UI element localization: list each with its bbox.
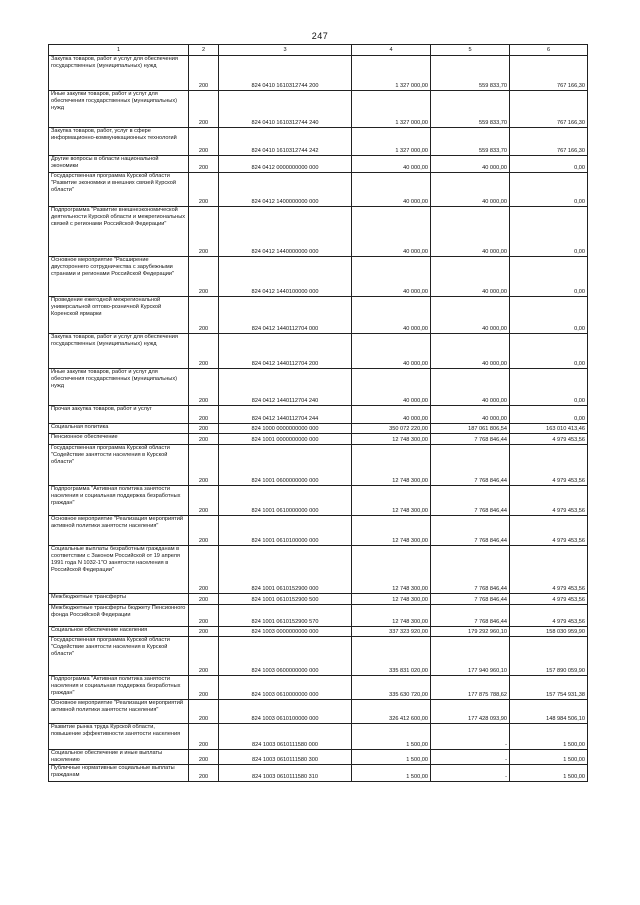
column-header: 6: [510, 45, 588, 56]
row-kcsr-cell: 824 1000 0000000000 000: [219, 424, 352, 434]
row-code-cell: 200: [189, 128, 219, 156]
row-value-cell: 7 768 846,44: [431, 594, 510, 605]
row-value-cell: 40 000,00: [431, 156, 510, 173]
row-code-cell: 200: [189, 369, 219, 406]
row-code-cell: 200: [189, 91, 219, 128]
row-kcsr-cell: 824 1003 0000000000 000: [219, 627, 352, 637]
row-value-cell: 177 940 960,10: [431, 637, 510, 676]
row-kcsr-cell: 824 0412 1440112704 000: [219, 297, 352, 334]
row-kcsr-cell: 824 0410 1610312744 200: [219, 56, 352, 91]
row-name-cell: Проведение ежегодной межрегиональной универсальной оптово-розничной Курской Коренской ярмарки: [49, 297, 189, 334]
row-kcsr-cell: 824 1001 0610152900 500: [219, 594, 352, 605]
row-value-cell: 187 061 806,54: [431, 424, 510, 434]
table-row: [49, 516, 588, 546]
table-row: [49, 91, 588, 128]
row-name-cell: Пенсионное обеспечение: [49, 434, 189, 445]
row-name-cell: Иные закупки товаров, работ и услуг для обеспечения государственных (муниципальных) нужд: [49, 91, 189, 128]
row-value-cell: 157 754 931,38: [510, 676, 588, 700]
table-row: [49, 605, 588, 627]
row-value-cell: -: [431, 724, 510, 750]
row-value-cell: 767 166,30: [510, 128, 588, 156]
row-value-cell: 326 412 600,00: [352, 700, 431, 724]
table-row: [49, 627, 588, 637]
row-code-cell: 200: [189, 594, 219, 605]
table-row: [49, 369, 588, 406]
row-value-cell: 337 323 920,00: [352, 627, 431, 637]
row-value-cell: 1 500,00: [352, 750, 431, 765]
row-code-cell: 200: [189, 207, 219, 257]
row-code-cell: 200: [189, 676, 219, 700]
row-value-cell: 40 000,00: [352, 369, 431, 406]
row-value-cell: 7 768 846,44: [431, 445, 510, 486]
row-value-cell: 0,00: [510, 207, 588, 257]
row-value-cell: 4 979 453,56: [510, 486, 588, 516]
row-name-cell: Социальное обеспечение и иные выплаты населению: [49, 750, 189, 765]
row-value-cell: 40 000,00: [431, 334, 510, 369]
table-row: [49, 445, 588, 486]
row-value-cell: 0,00: [510, 297, 588, 334]
table-row: [49, 156, 588, 173]
row-value-cell: 177 428 093,90: [431, 700, 510, 724]
row-name-cell: Другие вопросы в области национальной экономики: [49, 156, 189, 173]
row-value-cell: 12 748 300,00: [352, 445, 431, 486]
row-value-cell: 40 000,00: [352, 334, 431, 369]
row-value-cell: 40 000,00: [352, 257, 431, 297]
row-name-cell: Межбюджетные трансферты бюджету Пенсионного фонда Российской Федерации: [49, 605, 189, 627]
row-value-cell: 335 630 720,00: [352, 676, 431, 700]
row-value-cell: 1 500,00: [510, 750, 588, 765]
row-value-cell: 559 833,70: [431, 91, 510, 128]
table-row: [49, 56, 588, 91]
table-row: [49, 750, 588, 765]
table-row: [49, 257, 588, 297]
column-header: 3: [219, 45, 352, 56]
row-value-cell: 1 500,00: [352, 724, 431, 750]
row-kcsr-cell: 824 0412 1440100000 000: [219, 257, 352, 297]
row-code-cell: 200: [189, 424, 219, 434]
row-value-cell: 1 327 000,00: [352, 91, 431, 128]
row-value-cell: 1 327 000,00: [352, 128, 431, 156]
row-value-cell: 157 890 059,90: [510, 637, 588, 676]
row-code-cell: 200: [189, 627, 219, 637]
row-value-cell: 12 748 300,00: [352, 516, 431, 546]
row-code-cell: 200: [189, 637, 219, 676]
row-value-cell: 0,00: [510, 257, 588, 297]
row-kcsr-cell: 824 0412 0000000000 000: [219, 156, 352, 173]
table-row: [49, 724, 588, 750]
table-row: [49, 700, 588, 724]
row-value-cell: 335 831 020,00: [352, 637, 431, 676]
row-name-cell: Закупка товаров, работ и услуг для обеспечения государственных (муниципальных) нужд: [49, 334, 189, 369]
page-number: 247: [311, 31, 329, 41]
row-kcsr-cell: 824 1003 0610111580 310: [219, 765, 352, 782]
row-code-cell: 200: [189, 750, 219, 765]
row-name-cell: Закупка товаров, работ, услуг в сфере информационно-коммуникационных технологий: [49, 128, 189, 156]
row-code-cell: 200: [189, 486, 219, 516]
row-value-cell: 4 979 453,56: [510, 434, 588, 445]
row-name-cell: Подпрограмма "Активная политика занятости населения и социальная поддержка безработных граждан": [49, 486, 189, 516]
row-kcsr-cell: 824 1001 0610000000 000: [219, 486, 352, 516]
row-name-cell: Социальная политика: [49, 424, 189, 434]
table-row: [49, 765, 588, 782]
budget-table: [48, 44, 588, 782]
row-code-cell: 200: [189, 445, 219, 486]
row-value-cell: 40 000,00: [352, 297, 431, 334]
row-name-cell: Основное мероприятие "Расширение двустороннего сотрудничества с зарубежными странами и регионами Российской Федерации": [49, 257, 189, 297]
row-value-cell: 559 833,70: [431, 56, 510, 91]
table-row: [49, 676, 588, 700]
row-value-cell: 0,00: [510, 369, 588, 406]
row-value-cell: 12 748 300,00: [352, 434, 431, 445]
row-code-cell: 200: [189, 56, 219, 91]
row-name-cell: Межбюджетные трансферты: [49, 594, 189, 605]
row-kcsr-cell: 824 0412 1440112704 244: [219, 406, 352, 424]
row-name-cell: Социальное обеспечение населения: [49, 627, 189, 637]
row-code-cell: 200: [189, 406, 219, 424]
row-code-cell: 200: [189, 700, 219, 724]
row-value-cell: 40 000,00: [431, 297, 510, 334]
row-name-cell: Основное мероприятие "Реализация мероприятий активной политики занятости населения": [49, 700, 189, 724]
column-header: 5: [431, 45, 510, 56]
row-kcsr-cell: 824 1003 0610111580 300: [219, 750, 352, 765]
table-row: [49, 334, 588, 369]
row-value-cell: 4 979 453,56: [510, 516, 588, 546]
row-code-cell: 200: [189, 297, 219, 334]
row-name-cell: Социальные выплаты безработным гражданам в соответствии с Законом Российской от 19 апреля 1991 года N 1032-1"О занятости населения в Российской Федерации": [49, 546, 189, 594]
row-value-cell: 767 166,30: [510, 56, 588, 91]
row-value-cell: 1 500,00: [510, 765, 588, 782]
row-name-cell: Закупка товаров, работ и услуг для обеспечения государственных (муниципальных) нужд: [49, 56, 189, 91]
row-code-cell: 200: [189, 724, 219, 750]
row-value-cell: 0,00: [510, 334, 588, 369]
row-code-cell: 200: [189, 334, 219, 369]
row-value-cell: 12 748 300,00: [352, 486, 431, 516]
row-code-cell: 200: [189, 257, 219, 297]
row-kcsr-cell: 824 0412 1440112704 200: [219, 334, 352, 369]
row-kcsr-cell: 824 0412 1400000000 000: [219, 173, 352, 207]
row-name-cell: Государственная программа Курской области "Содействие занятости населения в Курской области": [49, 445, 189, 486]
row-value-cell: 177 875 788,62: [431, 676, 510, 700]
row-kcsr-cell: 824 1003 0610000000 000: [219, 676, 352, 700]
table-row: [49, 637, 588, 676]
row-kcsr-cell: 824 1001 0610100000 000: [219, 516, 352, 546]
row-value-cell: 7 768 846,44: [431, 434, 510, 445]
row-code-cell: 200: [189, 156, 219, 173]
row-value-cell: 1 500,00: [510, 724, 588, 750]
table-row: [49, 173, 588, 207]
row-value-cell: 1 327 000,00: [352, 56, 431, 91]
row-code-cell: 200: [189, 516, 219, 546]
row-kcsr-cell: 824 1003 0600000000 000: [219, 637, 352, 676]
row-name-cell: Основное мероприятие "Реализация мероприятий активной политики занятости населения": [49, 516, 189, 546]
table-row: [49, 486, 588, 516]
table-row: [49, 207, 588, 257]
row-value-cell: 40 000,00: [431, 173, 510, 207]
table-row: [49, 424, 588, 434]
row-value-cell: 179 292 960,10: [431, 627, 510, 637]
row-kcsr-cell: 824 0410 1610312744 240: [219, 91, 352, 128]
row-name-cell: Государственная программа Курской области "Содействие занятости населения в Курской области": [49, 637, 189, 676]
row-kcsr-cell: 824 0410 1610312744 242: [219, 128, 352, 156]
row-value-cell: 158 030 959,90: [510, 627, 588, 637]
row-kcsr-cell: 824 1001 0600000000 000: [219, 445, 352, 486]
table-row: [49, 594, 588, 605]
column-header: 2: [189, 45, 219, 56]
row-kcsr-cell: 824 1003 0610111580 000: [219, 724, 352, 750]
row-name-cell: Государственная программа Курской области "Развитие экономики и внешних связей Курской области": [49, 173, 189, 207]
row-value-cell: 559 833,70: [431, 128, 510, 156]
row-value-cell: 40 000,00: [431, 207, 510, 257]
row-name-cell: Развитие рынка труда Курской области, повышение эффективности занятости населения: [49, 724, 189, 750]
row-value-cell: 4 979 453,56: [510, 594, 588, 605]
row-value-cell: 4 979 453,56: [510, 605, 588, 627]
row-value-cell: 0,00: [510, 173, 588, 207]
row-kcsr-cell: 824 0412 1440112704 240: [219, 369, 352, 406]
row-value-cell: -: [431, 750, 510, 765]
table-row: [49, 406, 588, 424]
row-name-cell: Подпрограмма "Активная политика занятости населения и социальная поддержка безработных граждан": [49, 676, 189, 700]
row-code-cell: 200: [189, 546, 219, 594]
row-code-cell: 200: [189, 765, 219, 782]
row-kcsr-cell: 824 1003 0610100000 000: [219, 700, 352, 724]
row-value-cell: 40 000,00: [431, 369, 510, 406]
row-value-cell: 40 000,00: [431, 406, 510, 424]
header-row: [49, 45, 588, 56]
row-value-cell: 1 500,00: [352, 765, 431, 782]
row-value-cell: 12 748 300,00: [352, 546, 431, 594]
row-value-cell: 7 768 846,44: [431, 516, 510, 546]
row-value-cell: 0,00: [510, 156, 588, 173]
row-value-cell: 163 010 413,46: [510, 424, 588, 434]
row-name-cell: Иные закупки товаров, работ и услуг для обеспечения государственных (муниципальных) нужд: [49, 369, 189, 406]
row-kcsr-cell: 824 1001 0000000000 000: [219, 434, 352, 445]
table-row: [49, 546, 588, 594]
row-value-cell: 767 166,30: [510, 91, 588, 128]
row-kcsr-cell: 824 0412 1440000000 000: [219, 207, 352, 257]
row-code-cell: 200: [189, 173, 219, 207]
row-code-cell: 200: [189, 434, 219, 445]
row-value-cell: 7 768 846,44: [431, 486, 510, 516]
row-value-cell: 4 979 453,56: [510, 445, 588, 486]
row-kcsr-cell: 824 1001 0610152900 570: [219, 605, 352, 627]
row-value-cell: 12 748 300,00: [352, 605, 431, 627]
row-value-cell: 40 000,00: [352, 207, 431, 257]
row-value-cell: 4 979 453,56: [510, 546, 588, 594]
row-name-cell: Публичные нормативные социальные выплаты гражданам: [49, 765, 189, 782]
row-value-cell: -: [431, 765, 510, 782]
row-value-cell: 148 984 506,10: [510, 700, 588, 724]
row-value-cell: 7 768 846,44: [431, 546, 510, 594]
row-value-cell: 350 072 220,00: [352, 424, 431, 434]
row-kcsr-cell: 824 1001 0610152900 000: [219, 546, 352, 594]
row-value-cell: 40 000,00: [352, 156, 431, 173]
column-header: 4: [352, 45, 431, 56]
row-value-cell: 7 768 846,44: [431, 605, 510, 627]
row-name-cell: Прочая закупка товаров, работ и услуг: [49, 406, 189, 424]
row-name-cell: Подпрограмма "Развитие внешнеэкономической деятельности Курской области и межрегиональных связей с регионами Российской Федерации": [49, 207, 189, 257]
row-value-cell: 0,00: [510, 406, 588, 424]
row-value-cell: 40 000,00: [352, 406, 431, 424]
row-value-cell: 12 748 300,00: [352, 594, 431, 605]
row-value-cell: 40 000,00: [352, 173, 431, 207]
table-row: [49, 434, 588, 445]
table-row: [49, 297, 588, 334]
row-code-cell: 200: [189, 605, 219, 627]
column-header: 1: [49, 45, 189, 56]
row-value-cell: 40 000,00: [431, 257, 510, 297]
table-row: [49, 128, 588, 156]
